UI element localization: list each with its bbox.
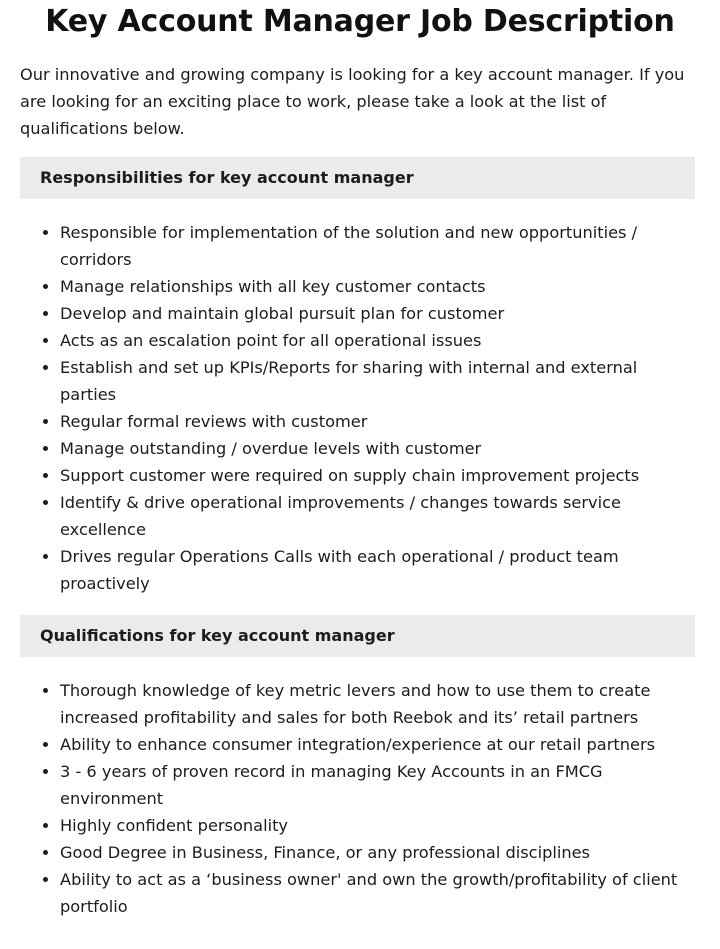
bullet-icon bbox=[43, 688, 48, 693]
list-item bbox=[60, 839, 696, 866]
bullet-icon bbox=[43, 419, 48, 424]
list-item-text: Develop and maintain global pursuit plan for customer bbox=[60, 304, 505, 323]
list-item bbox=[60, 543, 696, 597]
bullet-icon bbox=[43, 850, 48, 855]
bullet-icon bbox=[43, 473, 48, 478]
list-item-text: Drives regular Operations Calls with each operational / product team proactively bbox=[60, 547, 619, 593]
responsibilities-list bbox=[0, 219, 720, 597]
list-item bbox=[60, 300, 696, 327]
list-item-text: Ability to enhance consumer integration/experience at our retail partners bbox=[60, 735, 656, 754]
list-item bbox=[60, 435, 696, 462]
qualifications-heading: Qualifications for key account manager bbox=[20, 615, 695, 657]
list-item bbox=[60, 677, 696, 731]
bullet-icon bbox=[43, 311, 48, 316]
page-title: Key Account Manager Job Description bbox=[45, 4, 675, 39]
list-item bbox=[60, 273, 696, 300]
responsibilities-heading: Responsibilities for key account manager bbox=[20, 157, 695, 199]
bullet-icon bbox=[43, 446, 48, 451]
list-item bbox=[60, 812, 696, 839]
list-item-text: Thorough knowledge of key metric levers and how to use them to create increased profitability and sales for both Reebok and its’ retail partners bbox=[60, 681, 651, 727]
list-item-text: Regular formal reviews with customer bbox=[60, 412, 368, 431]
bullet-icon bbox=[43, 338, 48, 343]
list-item bbox=[60, 731, 696, 758]
list-item bbox=[60, 462, 696, 489]
bullet-icon bbox=[43, 500, 48, 505]
list-item bbox=[60, 354, 696, 408]
bullet-icon bbox=[43, 230, 48, 235]
list-item bbox=[60, 327, 696, 354]
list-item-text: Manage outstanding / overdue levels with customer bbox=[60, 439, 482, 458]
list-item bbox=[60, 219, 696, 273]
qualifications-list bbox=[0, 677, 720, 920]
list-item-text: Manage relationships with all key customer contacts bbox=[60, 277, 486, 296]
list-item bbox=[60, 758, 696, 812]
list-item-text: Good Degree in Business, Finance, or any professional disciplines bbox=[60, 843, 590, 862]
list-item-text: Highly confident personality bbox=[60, 816, 289, 835]
list-item-text: Support customer were required on supply chain improvement projects bbox=[60, 466, 640, 485]
bullet-icon bbox=[43, 284, 48, 289]
list-item-text: Acts as an escalation point for all operational issues bbox=[60, 331, 482, 350]
bullet-icon bbox=[43, 823, 48, 828]
list-item-text: 3 - 6 years of proven record in managing Key Accounts in an FMCG environment bbox=[60, 762, 603, 808]
bullet-icon bbox=[43, 742, 48, 747]
bullet-icon bbox=[43, 554, 48, 559]
list-item bbox=[60, 866, 696, 920]
list-item bbox=[60, 408, 696, 435]
bullet-icon bbox=[43, 365, 48, 370]
list-item-text: Identify & drive operational improvements / changes towards service excellence bbox=[60, 493, 621, 539]
list-item-text: Responsible for implementation of the solution and new opportunities / corridors bbox=[60, 223, 638, 269]
list-item-text: Establish and set up KPIs/Reports for sharing with internal and external parties bbox=[60, 358, 638, 404]
list-item-text: Ability to act as a ‘business owner' and own the growth/profitability of client portfolio bbox=[60, 870, 678, 916]
intro-paragraph: Our innovative and growing company is looking for a key account manager. If you are looking for an exciting place to work, please take a look at the list of qualifications below. bbox=[20, 65, 685, 138]
list-item bbox=[60, 489, 696, 543]
bullet-icon bbox=[43, 877, 48, 882]
bullet-icon bbox=[43, 769, 48, 774]
